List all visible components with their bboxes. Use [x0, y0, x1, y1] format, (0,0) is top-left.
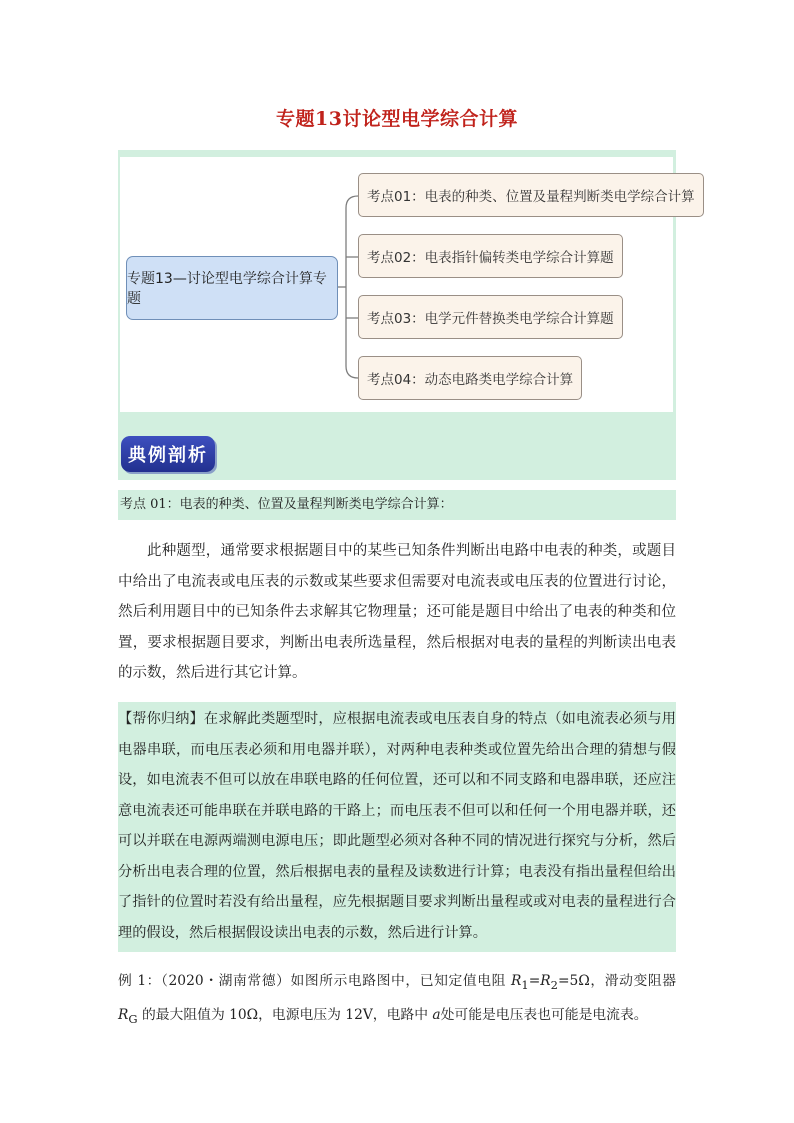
section-badge: 典例剖析: [121, 436, 215, 472]
r1-subscript: 1: [521, 977, 529, 992]
help-paragraph: 【帮你归纳】在求解此类题型时，应根据电流表或电压表自身的特点（如电流表必须与用电器串联，而电压表必须和用电器并联），对两种电表种类或位置先给出合理的猜想与假设，如电流表不但可以放在串联电路的任何位置，还可以和不同支路和电器串联，还应注意电流表还可能串联在并联电路的干路上；而电压表不但可以和任何一个用电器并联，还可以并联在电源两端测电源电压；即此题型必须对各种不同的情况进行探究与分析，然后分析出电表合理的位置，然后根据电表的量程及读数进行计算；电表没有指出量程但给出了指针的位置时若没有给出量程，应先根据题目要求判断出量程或或对电表的量程进行合理的假设，然后根据假设读出电表的示数，然后进行计算。: [118, 711, 676, 941]
kaodian-heading: 考点 01：电表的种类、位置及量程判断类电学综合计算：: [118, 490, 676, 520]
r2-symbol: R: [540, 973, 551, 989]
mindmap-center-node: 专题13—讨论型电学综合计算专题: [126, 256, 338, 320]
point-a-symbol: a: [432, 1007, 441, 1024]
mindmap-branch-2: 考点02：电表指针偏转类电学综合计算题: [358, 234, 623, 278]
example-1: [118, 966, 676, 1035]
rg-subscript: G: [128, 1012, 138, 1026]
r2-subscript: 2: [550, 977, 558, 992]
example-suffix: 处可能是电压表也可能是电流表。: [440, 1007, 648, 1024]
mindmap-branch-3: 考点03：电学元件替换类电学综合计算题: [358, 295, 623, 339]
intro-paragraph: 此种题型，通常要求根据题目中的某些已知条件判断出电路中电表的种类，或题目中给出了电流表或电压表的示数或某些要求但需要对电流表或电压表的位置进行讨论，然后利用题目中的已知条件去求解其它物理量；还可能是题目中给出了电表的种类和位置，要求根据题目要求，判断出电表所选量程，然后根据对电表的量程的判断读出电表的示数，然后进行其它计算。: [118, 543, 676, 681]
mindmap-branch-1: 考点01：电表的种类、位置及量程判断类电学综合计算: [358, 173, 704, 217]
example-mid2: 的最大阻值为 10Ω，电源电压为 12V，电路中: [137, 1007, 433, 1024]
r1-symbol: R: [510, 973, 522, 989]
equals-sign: =: [528, 973, 541, 989]
example-prefix: 例 1：（2020・湖南常德）如图所示电路图中，已知定值电阻: [118, 973, 511, 989]
example-mid: =5Ω，滑动变阻器: [557, 973, 676, 989]
page-title: 专题13讨论型电学综合计算: [276, 108, 518, 130]
rg-symbol: R: [118, 1007, 129, 1024]
mindmap-branch-4: 考点04：动态电路类电学综合计算: [358, 356, 582, 400]
